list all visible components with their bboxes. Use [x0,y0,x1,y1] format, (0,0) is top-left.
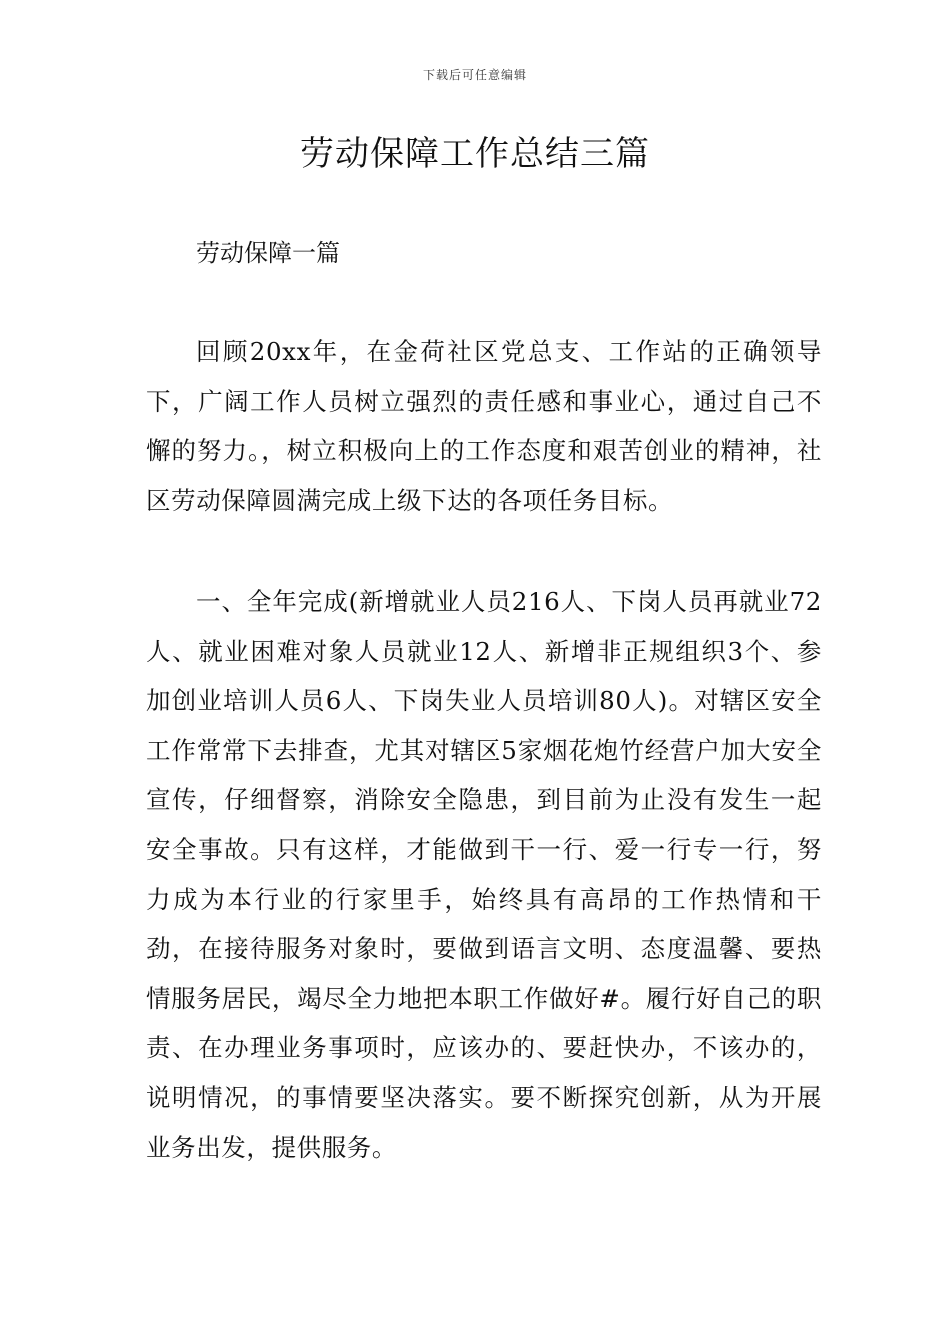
body-paragraph-2: 一、全年完成(新增就业人员216人、下岗人员再就业72人、就业困难对象人员就业12人、新增非正规组织3个、参加创业培训人员6人、下岗失业人员培训80人)。对辖区安全工作常常下去排查，尤其对辖区5家烟花炮竹经营户加大安全宣传，仔细督察，消除安全隐患，到目前为止没有发生一起安全事故。只有这样，才能做到干一行、爱一行专一行，努力成为本行业的行家里手，始终具有高昂的工作热情和干劲，在接待服务对象时，要做到语言文明、态度温馨、要热情服务居民，竭尽全力地把本职工作做好#。履行好自己的职责、在办理业务事项时，应该办的、要赶快办，不该办的，说明情况，的事情要坚决落实。要不断探究创新，从为开展业务出发，提供服务。 [146,587,822,1162]
body-paragraph-1: 回顾20xx年，在金荷社区党总支、工作站的正确领导下，广阔工作人员树立强烈的责任感和事业心，通过自己不懈的努力。，树立积极向上的工作态度和艰苦创业的精神，社区劳动保障圆满完成上级下达的各项任务目标。 [146,337,822,515]
section-heading: 劳动保障一篇 [196,239,340,267]
document-title: 劳动保障工作总结三篇 [300,134,650,174]
header-note: 下载后可任意编辑 [422,68,527,82]
